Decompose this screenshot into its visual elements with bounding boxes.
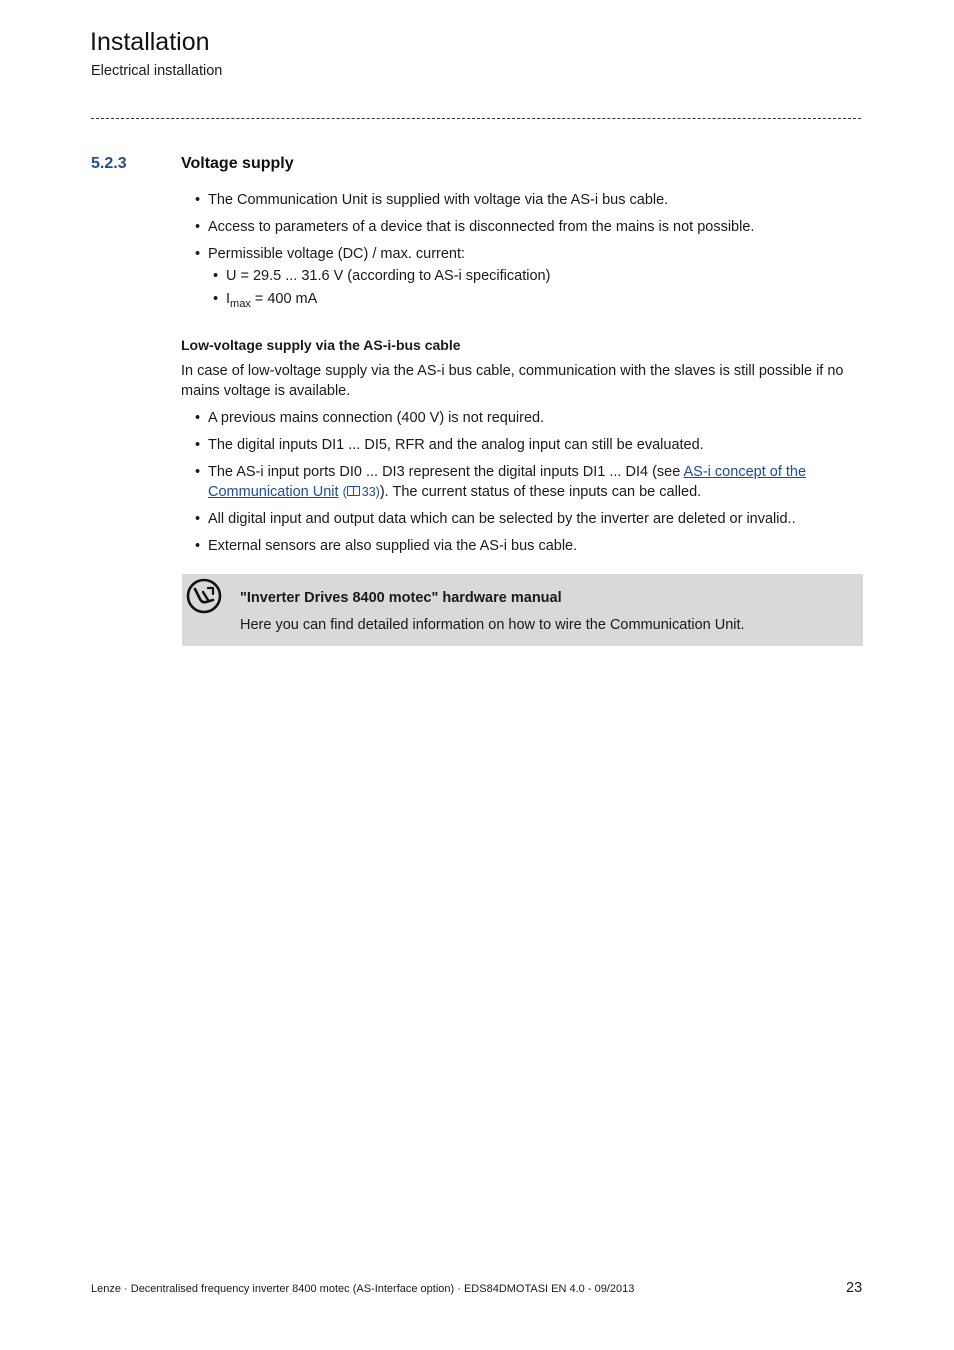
page-reference-number: 33) [361, 485, 380, 499]
footer-text: Lenze · Decentralised frequency inverter 8400 motec (AS-Interface option) · EDS84DMOTASI EN 4.0 - 09/2013 [91, 1283, 635, 1295]
page-number: 23 [846, 1280, 863, 1296]
list-item [181, 289, 863, 309]
section-title: Voltage supply [181, 155, 294, 172]
current-subscript: max [230, 298, 251, 310]
list-item [181, 244, 863, 309]
low-voltage-bullet-list [181, 408, 863, 556]
list-item: • U = 29.5 ... 31.6 V (according to AS-i specification) [181, 266, 863, 286]
list-item: • All digital input and output data which can be selected by the inverter are deleted or invalid.. [181, 509, 863, 529]
list-item: • Access to parameters of a device that is disconnected from the mains is not possible. [181, 217, 863, 237]
list-item [181, 462, 863, 502]
supply-bullet-list [181, 190, 863, 309]
as-i-concept-link[interactable]: AS-i concept of the Communication Unit [208, 464, 807, 500]
header-divider [91, 118, 861, 119]
book-icon [347, 486, 360, 496]
list-item-text: Permissible voltage (DC) / max. current: [208, 246, 466, 262]
section-number: 5.2.3 [91, 155, 127, 172]
subsection-heading: Low-voltage supply via the AS-i-bus cable [181, 337, 461, 353]
list-item: • The digital inputs DI1 ... DI5, RFR and the analog input can still be evaluated. [181, 435, 863, 455]
list-item-text: ). The current status of these inputs can be called. [379, 484, 702, 500]
page-subtitle: Electrical installation [91, 63, 223, 79]
note-text: Here you can find detailed information on how to wire the Communication Unit. [240, 617, 745, 633]
list-item: • External sensors are also supplied via the AS-i bus cable. [181, 536, 863, 556]
note-title: "Inverter Drives 8400 motec" hardware manual [240, 590, 562, 606]
note-box [182, 574, 863, 646]
list-item-text: The AS-i input ports DI0 ... DI3 represent the digital inputs DI1 ... DI4 (see [208, 464, 684, 480]
page-reference[interactable] [343, 485, 380, 499]
list-item: • A previous mains connection (400 V) is not required. [181, 408, 863, 428]
page-title: Installation [90, 28, 210, 56]
manual-reference-icon [186, 578, 222, 614]
low-voltage-intro: In case of low-voltage supply via the AS-i bus cable, communication with the slaves is still possible if no mains voltage is available. [181, 363, 844, 399]
current-symbol: I [226, 291, 231, 307]
current-value: = 400 mA [250, 291, 318, 307]
page-reference-open: ( [342, 485, 347, 499]
list-item: • The Communication Unit is supplied with voltage via the AS-i bus cable. [181, 190, 863, 210]
